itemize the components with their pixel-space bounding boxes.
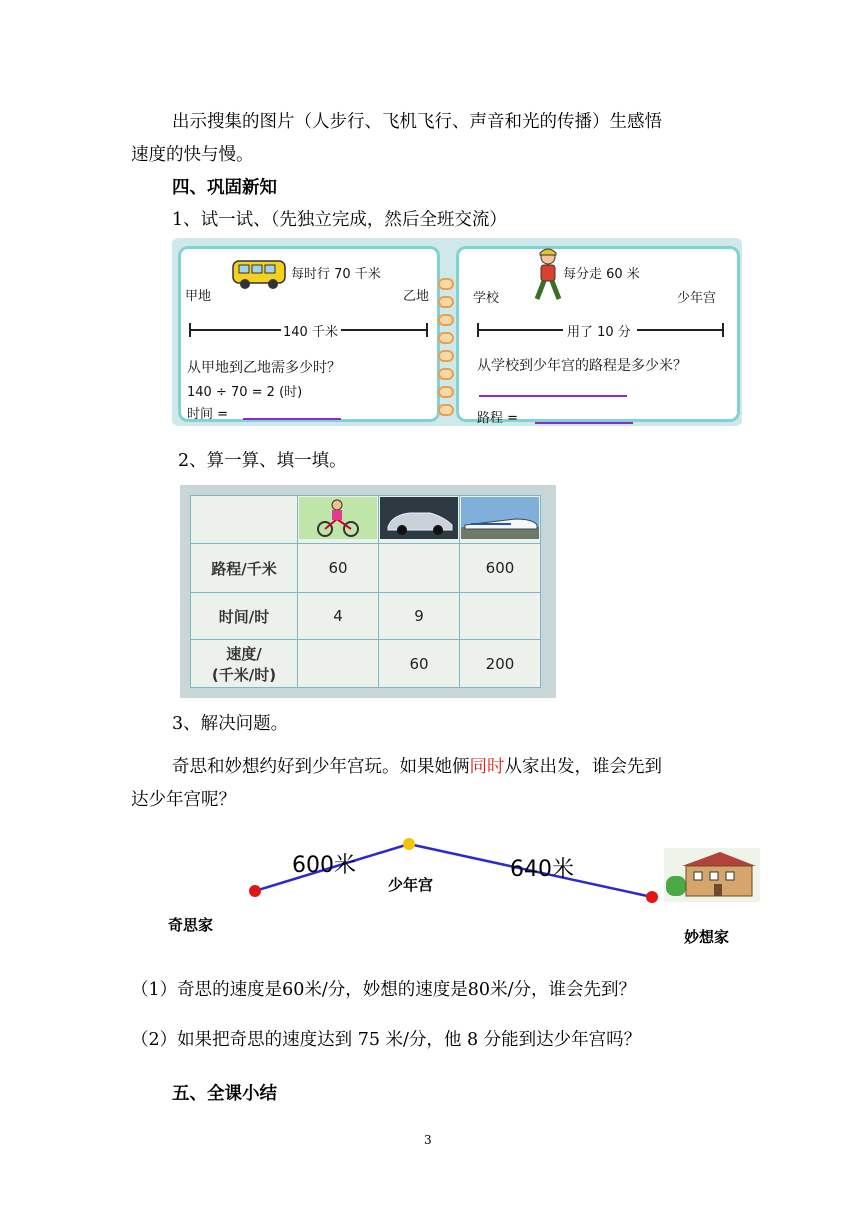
miaoxiang-home-point [646, 891, 658, 903]
bike-image-cell [298, 496, 379, 544]
left-question: 从甲地到乙地需多少时？ [187, 360, 341, 376]
intro-line-2: 速度的快与慢。 [131, 145, 254, 165]
section-5-heading: 五、全课小结 [172, 1084, 277, 1104]
duration-tick-right [722, 323, 724, 337]
page-number: 3 [424, 1133, 432, 1147]
item-2-text: 2、算一算、填一填。 [178, 451, 347, 471]
table-cell: 9 [379, 593, 460, 640]
distance-answer-label: 路程 = [477, 411, 519, 426]
right-blank-line [479, 395, 627, 397]
distance-640-label: 640米 [510, 857, 574, 882]
table-cell [379, 544, 460, 593]
bus-speed-label: 每时行 70 千米 [291, 267, 381, 282]
binder-rings [438, 278, 454, 398]
table-row [191, 496, 541, 544]
duration-line-left [477, 329, 563, 331]
table-cell: 4 [298, 593, 379, 640]
card-panel-left [178, 246, 440, 422]
problem-text-a: 奇思和妙想约好到少年宫玩。如果她俩 [172, 757, 470, 777]
train-icon [461, 497, 539, 539]
problem-line-2: 达少年宫呢？ [131, 790, 236, 810]
youth-palace-point [403, 838, 415, 850]
table-cell: 60 [379, 640, 460, 688]
table-cell [460, 593, 541, 640]
distance-tick-right [426, 323, 428, 337]
walk-speed-label: 每分走 60 米 [563, 267, 640, 282]
question-1: （1）奇思的速度是60米/分，妙想的速度是80米/分，谁会先到？ [131, 980, 636, 1000]
car-image-cell [379, 496, 460, 544]
item-1-text: 1、试一试、（先独立完成，然后全班交流） [172, 210, 507, 230]
row-header-distance: 路程/千米 [191, 544, 298, 593]
bus-icon [231, 257, 289, 291]
distance-answer-blank [535, 422, 633, 424]
card-panel-right [456, 246, 740, 426]
row-header-time: 时间/时 [191, 593, 298, 640]
youth-palace-name: 少年宫 [388, 876, 434, 894]
table-row [191, 640, 541, 688]
table-row [191, 593, 541, 640]
to-label-yi: 乙地 [403, 289, 430, 304]
table-cell: 200 [460, 640, 541, 688]
route-diagram [160, 832, 800, 962]
distance-line-left [189, 329, 281, 331]
section-4-heading: 四、巩固新知 [172, 178, 277, 198]
from-label-jia: 甲地 [185, 289, 212, 304]
row-header-speed-line1: 速度/ [226, 644, 262, 663]
car-icon [380, 497, 458, 539]
question-2: （2）如果把奇思的速度达到 75 米/分，他 8 分能到达少年宫吗？ [131, 1030, 642, 1050]
time-answer-label: 时间 = [187, 407, 229, 422]
qisi-home-name: 奇思家 [168, 916, 214, 934]
miaoxiang-home-name: 妙想家 [684, 928, 730, 946]
row-header-speed [191, 640, 298, 688]
table-row [191, 544, 541, 593]
problem-text-b: 从家出发，谁会先到 [504, 757, 662, 777]
distance-label: 140 千米 [283, 325, 338, 340]
try-it-card [172, 238, 742, 426]
qisi-home-point [249, 885, 261, 897]
table-corner-cell [191, 496, 298, 544]
item-3-text: 3、解决问题。 [172, 714, 289, 734]
intro-line-1: 出示搜集的图片（人步行、飞机飞行、声音和光的传播）生感悟 [172, 112, 662, 132]
youth-palace-label: 少年宫 [677, 291, 717, 306]
speed-table [190, 495, 541, 688]
house-icon [664, 848, 760, 902]
distance-600-label: 600米 [292, 853, 356, 878]
table-cell [298, 640, 379, 688]
row-header-speed-line2: (千米/时) [211, 665, 277, 684]
table-cell: 60 [298, 544, 379, 593]
table-cell: 600 [460, 544, 541, 593]
train-image-cell [460, 496, 541, 544]
time-answer-blank [243, 418, 341, 420]
right-question: 从学校到少年宫的路程是多少米？ [477, 358, 687, 374]
highlight-same-time: 同时 [469, 757, 505, 777]
walking-child-icon [531, 247, 565, 305]
distance-line-right [341, 329, 427, 331]
problem-line-1 [172, 755, 662, 779]
duration-label: 用了 10 分 [567, 325, 631, 340]
school-label: 学校 [473, 291, 500, 306]
duration-line-right [637, 329, 723, 331]
left-example: 140 ÷ 70 = 2 (时) [187, 385, 303, 400]
speed-table-picture [180, 485, 556, 698]
cyclist-icon [299, 497, 377, 539]
